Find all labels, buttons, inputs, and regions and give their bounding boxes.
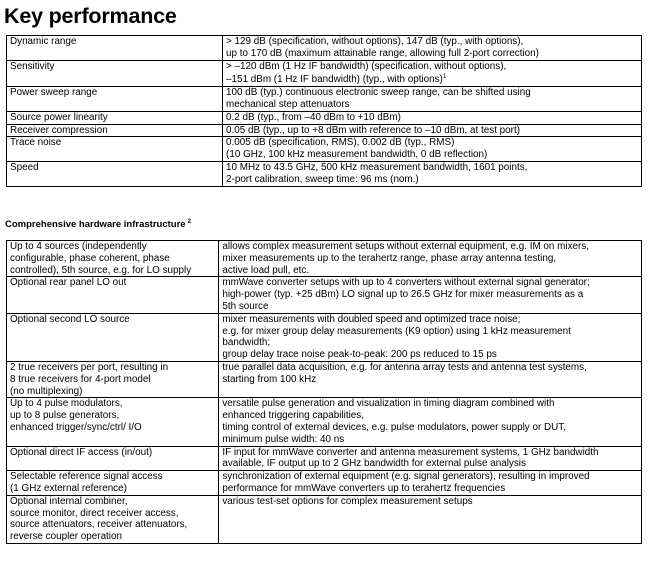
row-label: 2 true receivers per port, resulting in 8 true receivers for 4-port model (no multiplexing) (7, 361, 219, 397)
hardware-infrastructure-table (6, 240, 642, 544)
row-label: Sensitivity (7, 60, 223, 87)
table-row (7, 313, 642, 361)
section-heading-text: Comprehensive hardware infrastructure (5, 219, 186, 230)
row-value-text: true parallel data acquisition, e.g. for antenna array tests and antenna test systems, starting from 100 kHz (222, 361, 587, 385)
row-value-text: IF input for mmWave converter and antenna measurement systems, 1 GHz bandwidth available, IF output up to 2 GHz bandwidth for external pulse analysis (222, 446, 599, 470)
row-label: Optional second LO source (7, 313, 219, 361)
row-value-text: 10 MHz to 43.5 GHz, 500 kHz measurement bandwidth, 1601 points, 2-port calibration, sweep time: 96 ms (nom.) (226, 161, 528, 185)
table-row (7, 495, 642, 543)
row-label: Dynamic range (7, 36, 223, 61)
footnote-marker: 1 (442, 74, 447, 81)
table-row (7, 60, 642, 87)
key-performance-table (6, 35, 642, 187)
row-value (219, 471, 642, 496)
row-value (223, 60, 642, 87)
row-value (223, 124, 642, 137)
table-row (7, 361, 642, 397)
row-value-text: 0.005 dB (specification, RMS), 0.002 dB (typ., RMS) (10 GHz, 100 kHz measurement bandwidth, 0 dB reflection) (226, 137, 488, 161)
row-label: Receiver compression (7, 124, 223, 137)
row-value-text: > –120 dBm (1 Hz IF bandwidth) (specification, without options), –151 dBm (1 Hz IF bandwidth) (typ., with options) (226, 60, 507, 86)
row-value (219, 241, 642, 277)
table-row (7, 446, 642, 471)
row-value-text: > 129 dB (specification, without options), 147 dB (typ., with options), up to 170 dB (maximum attainable range, allowing full 2-port correction) (226, 36, 539, 59)
table-row (7, 87, 642, 112)
table-row (7, 137, 642, 162)
row-value (219, 495, 642, 543)
table-row (7, 241, 642, 277)
row-value-text: allows complex measurement setups without external equipment, e.g. IM on mixers, mixer measurements up to the terahertz range, phase array antenna testing, active load pull, etc. (222, 241, 589, 276)
row-value (223, 161, 642, 186)
table-row (7, 398, 642, 446)
section-footnote-marker: 2 (187, 219, 191, 225)
table-row (7, 36, 642, 61)
row-value (223, 111, 642, 124)
row-value-text: 100 dB (typ.) continuous electronic sweep range, can be shifted using mechanical step attenuators (226, 87, 531, 110)
row-label: Optional internal combiner, source monitor, direct receiver access, source attenuators, receiver attenuators, reverse coupler operation (7, 495, 219, 543)
section-heading (5, 219, 191, 230)
table-row (7, 161, 642, 186)
row-value (219, 313, 642, 361)
row-value (223, 137, 642, 162)
row-label: Power sweep range (7, 87, 223, 112)
row-label: Selectable reference signal access (1 GHz external reference) (7, 471, 219, 496)
table-row (7, 471, 642, 496)
row-label: Source power linearity (7, 111, 223, 124)
table-row (7, 111, 642, 124)
row-value (219, 446, 642, 471)
row-value-text: various test-set options for complex measurement setups (222, 495, 473, 507)
row-label: Up to 4 pulse modulators, up to 8 pulse generators, enhanced trigger/sync/ctrl/ I/O (7, 398, 219, 446)
row-value (223, 36, 642, 61)
row-value-text: mmWave converter setups with up to 4 converters without external signal generator; high-power (typ. +25 dBm) LO signal up to 26.5 GHz for mixer measurements as a 5th source (222, 277, 590, 312)
row-label: Up to 4 sources (independently configurable, phase coherent, phase controlled), 5th source, e.g. for LO supply (7, 241, 219, 277)
row-value-text: versatile pulse generation and visualization in timing diagram combined with enhanced triggering capabilities, timing control of external devices, e.g. pulse modulators, power supply or DUT, minimum pulse width: 40 ns (222, 398, 566, 445)
row-value-text: 0.2 dB (typ., from –40 dBm to +10 dBm) (226, 111, 401, 123)
row-value-text: synchronization of external equipment (e.g. signal generators), resulting in improved performance for mmWave converters up to terahertz frequencies (222, 471, 590, 494)
row-label: Optional rear panel LO out (7, 277, 219, 313)
row-value (219, 398, 642, 446)
row-label: Optional direct IF access (in/out) (7, 446, 219, 471)
table-row (7, 124, 642, 137)
row-label: Trace noise (7, 137, 223, 162)
row-value (219, 277, 642, 313)
page-title: Key performance (4, 4, 177, 28)
row-value-text: 0.05 dB (typ., up to +8 dBm with reference to –10 dBm, at test port) (226, 124, 520, 136)
row-value-text: mixer measurements with doubled speed and optimized trace noise; e.g. for mixer group delay measurements (K9 option) using 1 kHz measurement bandwidth; group delay trace noise peak-to-peak: 200 ps reduced to 15 ps (222, 313, 571, 361)
row-value (223, 87, 642, 112)
table-row (7, 277, 642, 313)
row-value (219, 361, 642, 397)
row-label: Speed (7, 161, 223, 186)
